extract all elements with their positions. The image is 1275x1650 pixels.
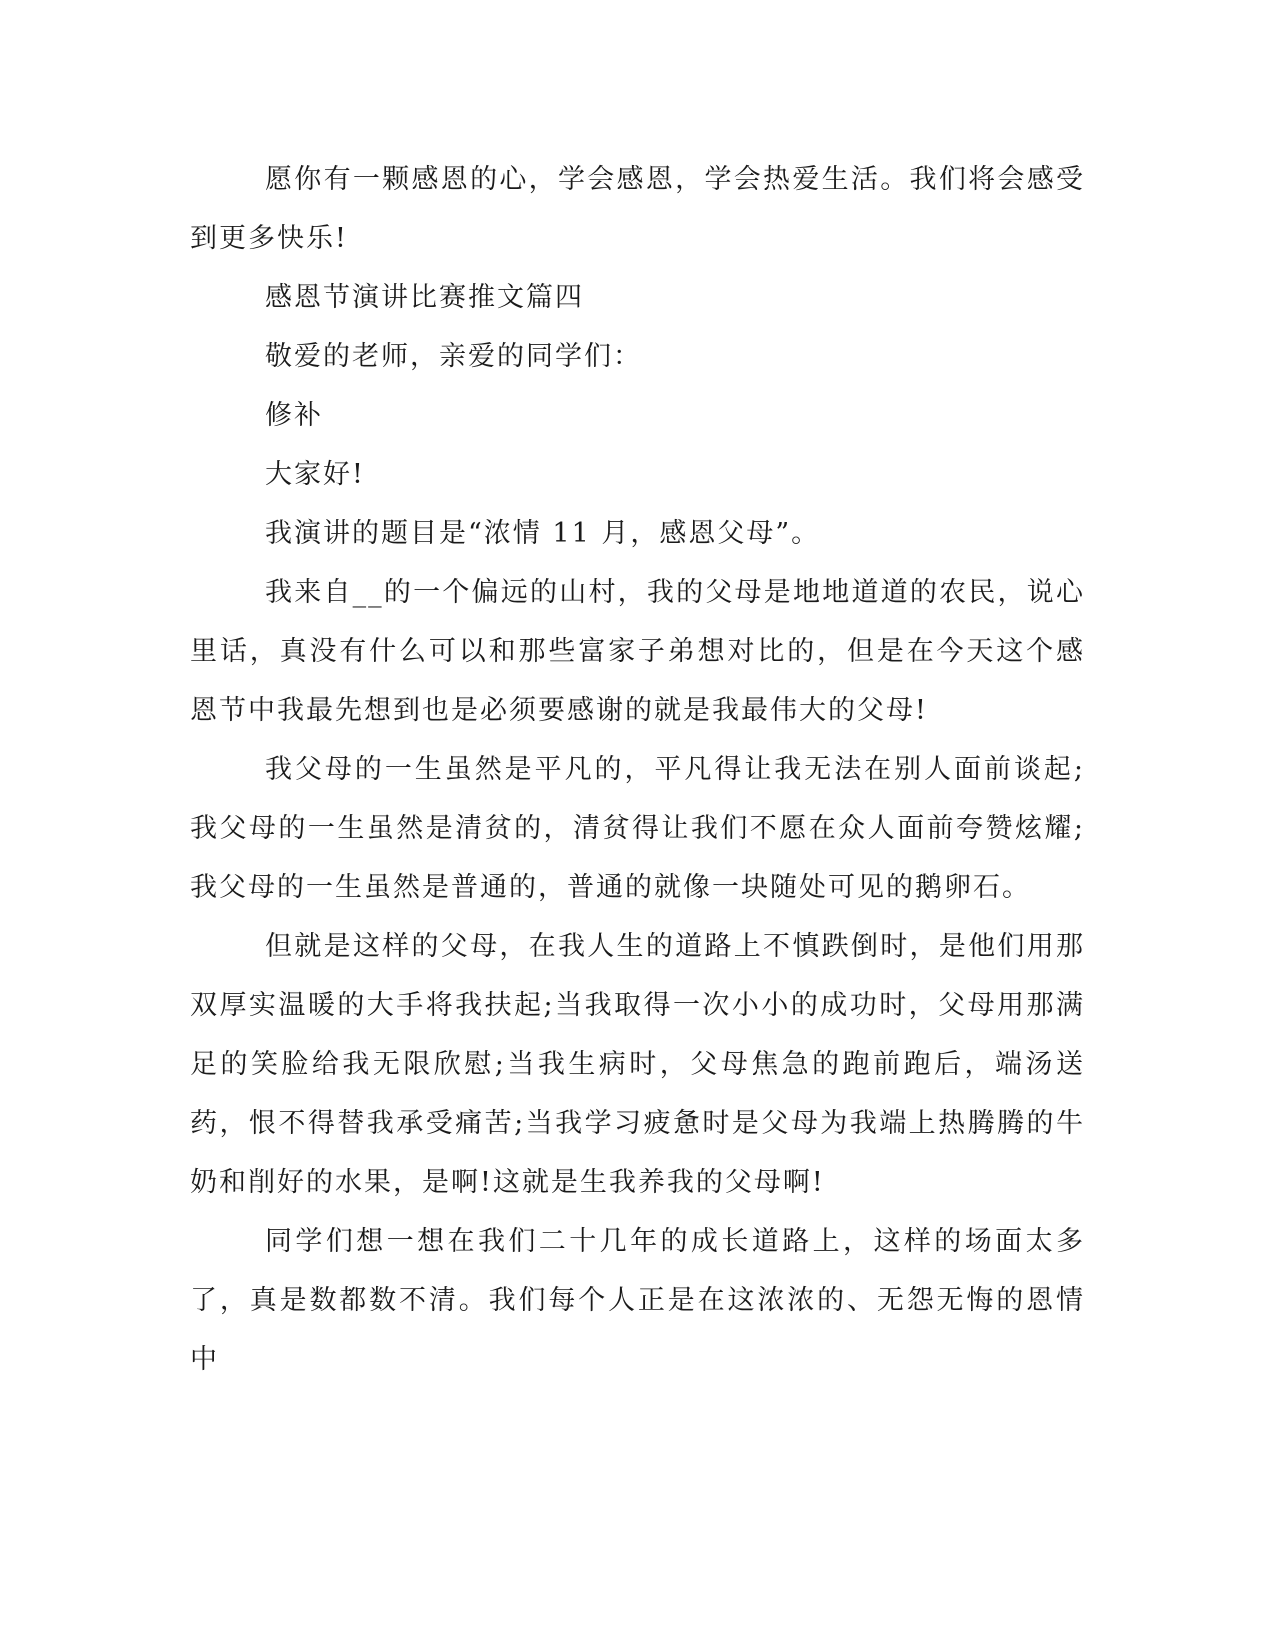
paragraph-parents-ordinary: 我父母的一生虽然是平凡的，平凡得让我无法在别人面前谈起;我父母的一生虽然是清贫的，清贫得让我们不愿在众人面前夸赞炫耀;我父母的一生虽然是普通的，普通的就像一块随处可见的鹅卵石。 bbox=[190, 754, 1085, 903]
section-heading: 感恩节演讲比赛推文篇四 bbox=[265, 282, 584, 313]
paragraph-wish: 愿你有一颗感恩的心，学会感恩，学会热爱生活。我们将会感受到更多快乐! bbox=[190, 164, 1085, 254]
paragraph-parents-support: 但就是这样的父母，在我人生的道路上不慎跌倒时，是他们用那双厚实温暖的大手将我扶起;当我取得一次小小的成功时，父母用那满足的笑脸给我无限欣慰;当我生病时，父母焦急的跑前跑后，端汤送药，恨不得替我承受痛苦;当我学习疲惫时是父母为我端上热腾腾的牛奶和削好的水果，是啊!这就是生我养我的父母啊! bbox=[190, 931, 1085, 1198]
document-body bbox=[190, 150, 1085, 1389]
greeting: 大家好! bbox=[265, 459, 365, 490]
speech-topic: 我演讲的题目是“浓情 11 月，感恩父母”。 bbox=[265, 518, 821, 549]
paragraph-note: 修补 bbox=[265, 400, 323, 431]
paragraph-reflection: 同学们想一想在我们二十几年的成长道路上，这样的场面太多了，真是数都数不清。我们每个人正是在这浓浓的、无怨无悔的恩情中 bbox=[190, 1226, 1085, 1375]
paragraph-origin: 我来自__的一个偏远的山村，我的父母是地地道道的农民，说心里话，真没有什么可以和那些富家子弟想对比的，但是在今天这个感恩节中我最先想到也是必须要感谢的就是我最伟大的父母! bbox=[190, 577, 1085, 726]
salutation: 敬爱的老师，亲爱的同学们： bbox=[265, 341, 642, 372]
